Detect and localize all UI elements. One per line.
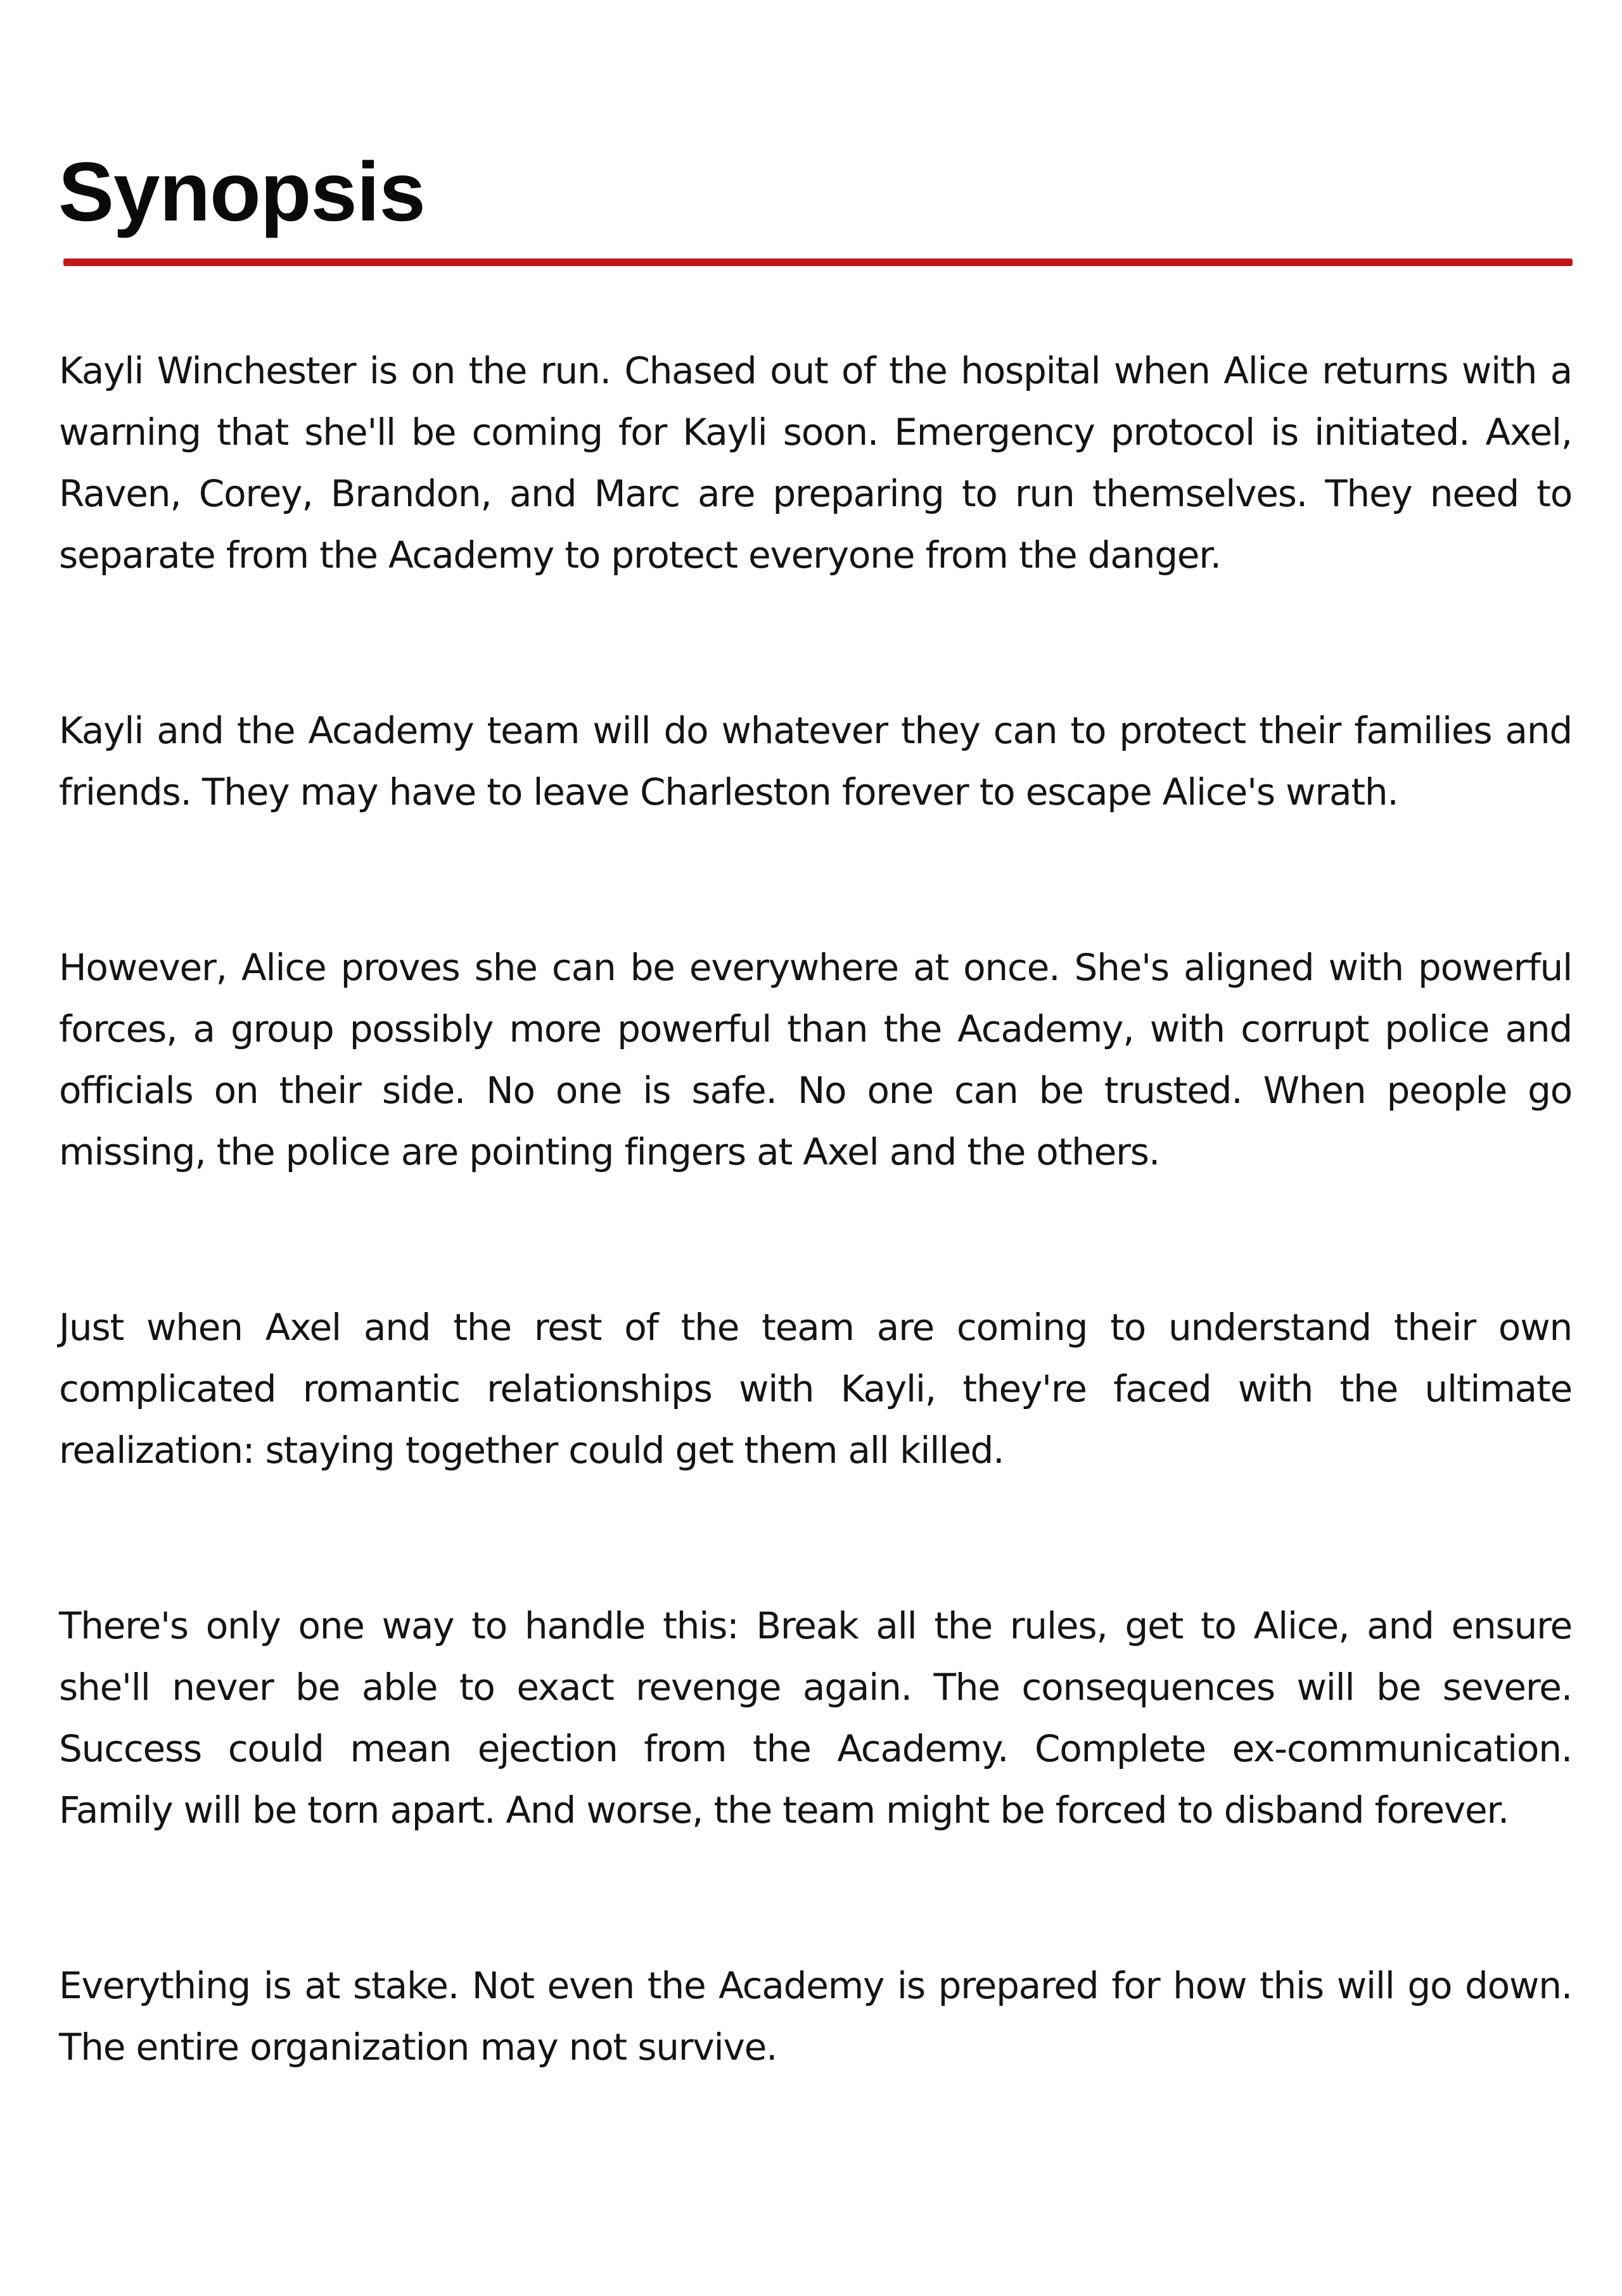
paragraph-6: Everything is at stake. Not even the Academy is prepared for how this will go down. The entire organization may not survive.: [59, 1964, 1572, 2069]
paragraph-2: Kayli and the Academy team will do whatever they can to protect their families and friends. They may have to leave Charleston forever to escape Alice's wrath.: [59, 709, 1572, 813]
paragraph-1: Kayli Winchester is on the run. Chased out of the hospital when Alice returns with a warning that she'll be coming for Kayli soon. Emergency protocol is initiated. Axel, Raven, Corey, Brandon, and Marc are preparing to run themselves. They need to separate from the Academy to protect everyone from the danger.: [59, 349, 1572, 577]
paragraph-5: There's only one way to handle this: Break all the rules, get to Alice, and ensure she'll never be able to exact revenge again. The consequences will be severe. Success could mean ejection from the Academy. Complete ex-communication. Family will be torn apart. And worse, the team might be forced to disband forever.: [59, 1604, 1572, 1832]
paragraph-3: However, Alice proves she can be everywhere at once. She's aligned with powerful forces, a group possibly more powerful than the Academy, with corrupt police and officials on their side. No one is safe. No one can be trusted. When people go missing, the police are pointing fingers at Axel and the others.: [59, 946, 1572, 1173]
synopsis-body: [59, 340, 1572, 2078]
title-divider: [63, 258, 1573, 266]
paragraph-4: Just when Axel and the rest of the team are coming to understand their own complicated romantic relationships with Kayli, they're faced with the ultimate realization: staying together could get them all killed.: [59, 1306, 1572, 1472]
page-title: Synopsis: [58, 145, 425, 238]
